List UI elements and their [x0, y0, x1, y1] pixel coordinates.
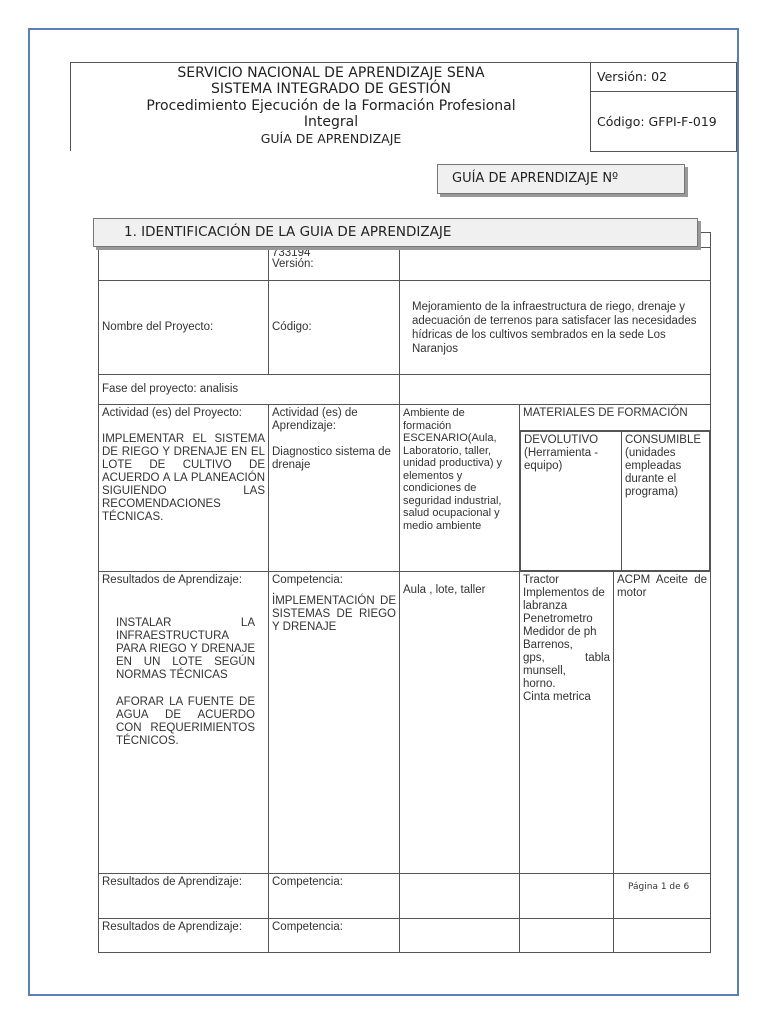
result-1: INSTALAR LA INFRAESTRUCTURA PARA RIEGO Y DRENAJE EN UN LOTE SEGÚN NORMAS TÉCNICAS: [116, 617, 255, 681]
version-label: Versión: 02: [591, 63, 736, 92]
tool-item: Cinta metrica: [523, 691, 591, 703]
table-cell: [99, 248, 269, 281]
table-cell: [520, 919, 614, 953]
section-connector: [698, 232, 710, 233]
competence-label-2: Competencia:: [269, 874, 400, 919]
table-row: [99, 281, 711, 375]
tool-item: Medidor de ph: [523, 626, 597, 638]
header-guide: GUÍA DE APRENDIZAJE: [260, 131, 402, 146]
tool-item: Implementos de labranza: [523, 587, 605, 612]
section-connector-vertical: [710, 232, 711, 248]
consumable-label: CONSUMIBLE (unidades empleadas durante el programa): [622, 432, 710, 571]
tool-item: horno.: [523, 678, 556, 690]
consumables-text: ACPM Aceite de motor: [614, 572, 711, 874]
materials-label: MATERIALES DE FORMACIÓN: [520, 405, 710, 431]
header-procedure-cont: Integral: [303, 114, 359, 130]
tool-item: gps, tabla munsell,: [523, 652, 610, 677]
project-activity-text: IMPLEMENTAR EL SISTEMA DE RIEGO Y DRENAJE EN EL LOTE DE CULTIVO DE ACUERDO A LA PLANEACIÓN SIGUIENDO LAS RECOMENDACIONES TÉCNICAS.: [102, 433, 265, 523]
project-name-value: [400, 281, 711, 375]
competence-label-3: Competencia:: [269, 919, 400, 953]
competence-cell: [269, 572, 400, 874]
table-row: [99, 248, 711, 281]
page-number: Página 1 de 6: [628, 882, 690, 892]
guide-number-title: GUÍA DE APRENDIZAJE Nº: [437, 164, 685, 194]
table-cell: [614, 919, 711, 953]
returnable-label: DEVOLUTIVO (Herramienta - equipo): [521, 432, 622, 571]
document-header: [70, 62, 591, 151]
version-box: [590, 62, 737, 152]
results-cell: [99, 572, 269, 874]
header-procedure: Procedimiento Ejecución de la Formación Profesional: [146, 98, 516, 114]
code-label: Código: GFPI-F-019: [597, 114, 717, 129]
competence-text: IMPLEMENTACIÓN DE SISTEMAS DE RIEGO Y DRENAJE: [272, 595, 396, 633]
table-cell: [400, 874, 520, 919]
code-number: 733194: [272, 247, 311, 259]
project-activity-label: Actividad (es) del Proyecto:: [102, 407, 242, 419]
results-label-3: Resultados de Aprendizaje:: [99, 919, 269, 953]
learning-activity-cell: [269, 405, 400, 572]
learning-activity-label: Actividad (es) de Aprendizaje:: [272, 407, 358, 432]
table-cell: [400, 248, 711, 281]
environment-text: Ambiente de formación ESCENARIO(Aula, Laboratorio, taller, unidad productiva) y elementos y condiciones de seguridad industrial, salud ocupacional y medio ambiente: [403, 407, 503, 532]
table-cell: [400, 375, 711, 405]
competence-dot: .: [272, 585, 276, 597]
identification-table: [98, 247, 711, 953]
materials-subtable: [520, 431, 710, 571]
header-institution: SERVICIO NACIONAL DE APRENDIZAJE SENA: [177, 65, 485, 81]
result-2: AFORAR LA FUENTE DE AGUA DE ACUERDO CON REQUERIMIENTOS TÉCNICOS.: [116, 696, 255, 747]
project-phase: Fase del proyecto: analisis: [99, 375, 400, 405]
project-name-label: Nombre del Proyecto:: [99, 281, 269, 375]
learning-activity-text: Diagnostico sistema de drenaje: [272, 446, 391, 471]
tool-item: Barrenos,: [523, 639, 573, 651]
table-row: [99, 919, 711, 953]
table-row: [99, 572, 711, 874]
tool-item: Tractor: [523, 574, 559, 586]
materials-cell: [520, 405, 711, 572]
code-number-cell: [269, 248, 400, 281]
table-row: [99, 375, 711, 405]
project-activity-cell: [99, 405, 269, 572]
version-field-label: Versión:: [272, 258, 314, 270]
places-cell: [400, 572, 520, 874]
table-cell: [520, 874, 614, 919]
results-label: Resultados de Aprendizaje:: [102, 574, 243, 586]
tools-cell: [520, 572, 614, 874]
project-name-text: Mejoramiento de la infraestructura de riego, drenaje y adecuación de terrenos para satisfacer las necesidades hídricas de los cultivos sembrados en la sede Los Naranjos: [412, 300, 697, 355]
competence-label: Competencia:: [272, 574, 343, 586]
section-title: 1. IDENTIFICACIÓN DE LA GUIA DE APRENDIZAJE: [93, 218, 698, 247]
project-code-label: Código:: [269, 281, 400, 375]
table-row: [99, 874, 711, 919]
tool-item: Penetrometro: [523, 613, 593, 625]
table-cell: [614, 874, 711, 919]
header-system: SISTEMA INTEGRADO DE GESTIÓN: [210, 81, 452, 97]
environment-cell: [400, 405, 520, 572]
table-cell: [400, 919, 520, 953]
results-label-2: Resultados de Aprendizaje:: [99, 874, 269, 919]
table-row: [99, 405, 711, 572]
places-text: Aula , lote, taller: [403, 584, 486, 596]
